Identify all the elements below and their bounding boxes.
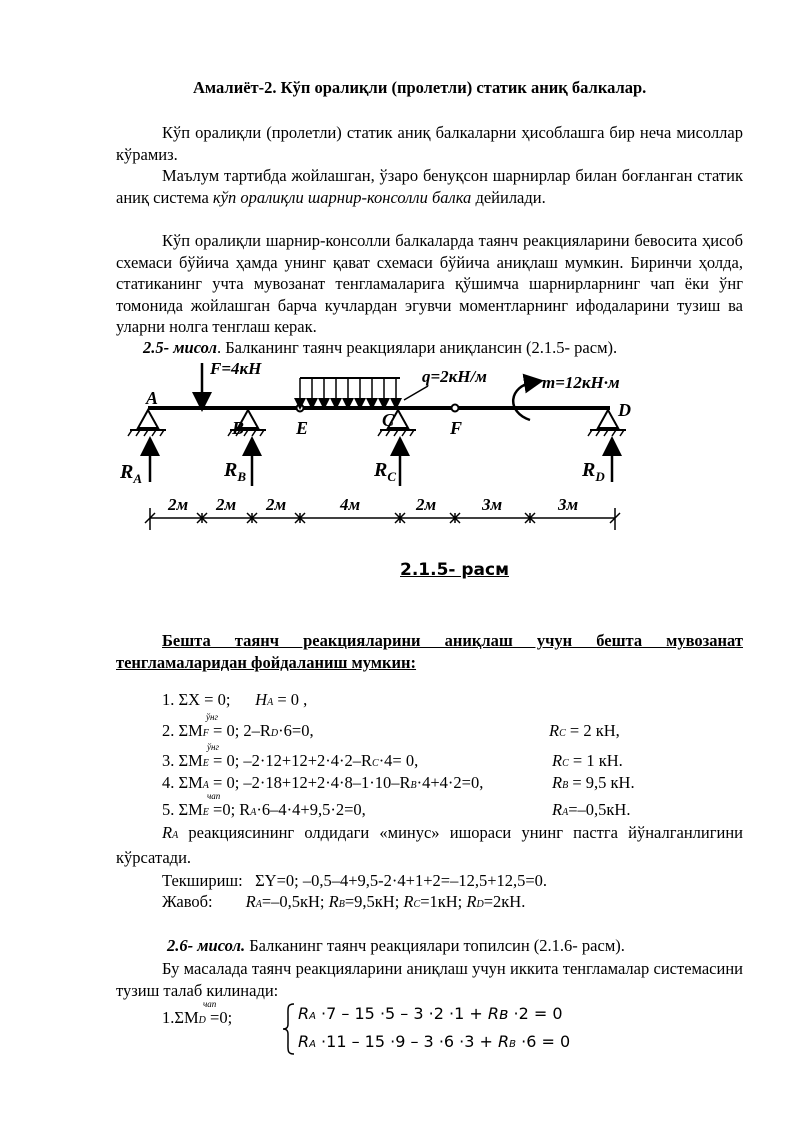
dim-2-label: 2м	[216, 495, 237, 514]
dim-5-label: 2м	[416, 495, 437, 514]
equation-2: 2. ΣMF = 0; 2–RD·6=0,	[162, 721, 314, 740]
equation-4-result: RB = 9,5 кН.	[552, 773, 635, 792]
answer-line: Жавоб: RA=–0,5кН; RB=9,5кН; RC=1кН; RD=2кН.	[162, 892, 526, 911]
definition-tail: дейилади.	[471, 187, 546, 207]
equation-2-sup: ўнг	[206, 712, 218, 722]
example-2-6-label: 2.6- мисол.	[167, 936, 246, 955]
node-c-label: C	[382, 410, 395, 430]
equation-2-result: RC = 2 кН,	[549, 721, 620, 740]
section-heading: Бешта таянч реакцияларини аниқлаш учун бешта мувозанат тенгламаларидан фойдаланиш мумкин:	[116, 631, 743, 672]
dim-7-label: 3м	[558, 495, 579, 514]
check-text: ΣY=0; –0,5–4+9,5-2·4+1+2=–12,5+12,5=0.	[255, 871, 548, 890]
beam-diagram	[110, 358, 670, 548]
equation-5: 5. ΣME =0; RA·6–4·4+9,5·2=0,	[162, 800, 366, 819]
reaction-b-label: $R_B$	[224, 459, 247, 484]
equation-3: 3. ΣME = 0; –2·12+12+2·4·2–RC·4= 0,	[162, 751, 419, 770]
answer-label: Жавоб:	[162, 892, 213, 911]
node-d-label: D	[618, 400, 631, 420]
equation-3-result: RC = 1 кН.	[552, 751, 623, 770]
hinge-e-icon	[297, 405, 304, 412]
equation-5-sup: чап	[207, 791, 221, 801]
system-equation-1: RA ·7 – 15 ·5 – 3 ·2 ·1 + Rв ·2 = 0	[298, 1004, 563, 1023]
distributed-load-q	[300, 378, 400, 404]
example-2-5-line	[143, 338, 617, 358]
equation-1: 1. ΣX = 0; HA = 0 ,	[162, 690, 308, 709]
hinge-f-icon	[452, 405, 459, 412]
node-a-label: A	[146, 388, 159, 408]
dim-6-label: 3м	[482, 495, 503, 514]
q-leader-line	[404, 386, 428, 400]
definition-text: Маълум тартибда жойлашган, ўзаро бенуқсон шарнирлар билан боғланган статик аниқ система	[116, 166, 743, 207]
node-f-label: F	[450, 418, 463, 438]
dim-1-label: 2м	[168, 495, 189, 514]
definition-term: кўп оралиқли шарнир-консолли балка	[212, 187, 472, 207]
intro-paragraph: Кўп оралиқли (пролетли) статик аниқ балкаларни ҳисоблашга бир неча мисоллар кўрамиз.	[116, 123, 743, 164]
load-q-label: q=2кН/м	[422, 367, 487, 386]
moment-arrow-icon	[513, 382, 534, 420]
sign-note: RA реакциясининг олдидаги «минус» ишораси унинг пастга йўналганлигини кўрсатади.	[116, 823, 743, 867]
system-paragraph: Бу масалада таянч реакцияларини аниқлаш учун иккита тенгламалар системасини тузиш талаб килинади:	[116, 959, 743, 1000]
page-title: Амалиёт-2. Кўп оралиқли (пролетли) статик аниқ балкалар.	[193, 78, 647, 97]
support-a-icon	[128, 410, 166, 436]
example-2-5-label: 2.5- мисол	[143, 338, 217, 357]
definition-paragraph	[116, 165, 743, 208]
system-equation-2: RA ·11 – 15 ·9 – 3 ·6 ·3 + RB ·6 = 0	[298, 1032, 571, 1051]
example-2-5-text: . Балканинг таянч реакциялари аниқлансин (2.1.5- расм).	[216, 338, 618, 357]
equation-4: 4. ΣMA = 0; –2·18+12+2·4·8–1·10–RB·4+4·2=0,	[162, 773, 484, 792]
check-line	[162, 871, 547, 891]
example-2-6-line	[167, 936, 625, 956]
moment-equation-sup: чап	[203, 999, 217, 1009]
system-brace-icon	[282, 1002, 296, 1056]
reaction-a-label: $R_A$	[120, 461, 143, 486]
node-b-label: B	[232, 418, 245, 438]
reaction-d-label: $R_D$	[582, 459, 605, 484]
node-e-label: E	[296, 418, 309, 438]
load-f-label: F=4кН	[210, 359, 262, 378]
method-paragraph: Кўп оралиқли шарнир-консолли балкаларда таянч реакцияларини бевосита ҳисоб схемаси бўйича ҳамда унинг қават схемаси бўйича аниқлаш мумкин. Биринчи ҳолда, статиканинг учта мувозанат тенгламаларига қўшимча шарнирларнинг чап ёки ўнг томонида жойлашган барча кучлардан эгувчи моментларнинг ифодаларини тузиш ва уларни нолга тенглаш керак.	[116, 231, 743, 336]
reaction-c-label: $R_C$	[374, 459, 397, 484]
moment-label: m=12кН·м	[542, 373, 620, 392]
dim-4-label: 4м	[340, 495, 361, 514]
example-2-6-text: Балканинг таянч реакциялари топилсин (2.1.6- расм).	[245, 936, 625, 955]
dim-3-label: 2м	[266, 495, 287, 514]
equation-5-result: RA=–0,5кН.	[552, 800, 631, 819]
check-label: Текшириш:	[162, 871, 243, 890]
equation-3-sup: ўнг	[207, 742, 219, 752]
figure-caption: 2.1.5- расм	[400, 560, 509, 580]
moment-equation: 1.ΣMD =0;	[162, 1008, 233, 1027]
